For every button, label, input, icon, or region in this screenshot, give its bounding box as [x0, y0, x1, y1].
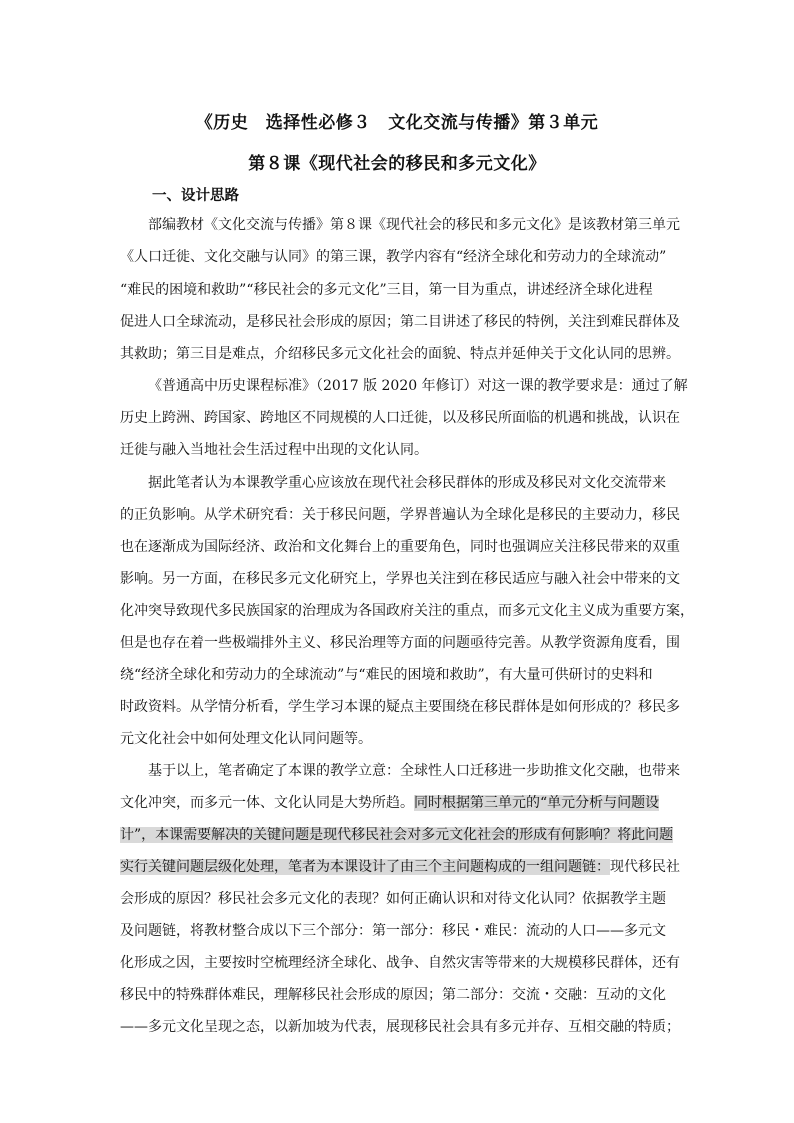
paragraph-line: 影响。另一方面，在移民多元文化研究上，学界也关注到在移民适应与融入社会中带来的文	[120, 571, 680, 587]
paragraph-line: 部编教材《文化交流与传播》第８课《现代社会的移民和多元文化》是该教材第三单元	[148, 217, 680, 233]
paragraph-line: 会形成的原因？移民社会多元文化的表现？如何正确认识和对待文化认同？依据教学主题	[120, 891, 666, 907]
paragraph-line: 时政资料。从学情分析看，学生学习本课的疑点主要围绕在移民群体是如何形成的？移民多	[120, 699, 680, 715]
paragraph-text: 文化冲突，而多元一体、文化认同是大势所趋。	[120, 795, 414, 811]
paragraph-line: 也在逐渐成为国际经济、政治和文化舞台上的重要角色，同时也强调应关注移民带来的双重	[120, 539, 680, 555]
paragraph-text: 现代移民社	[610, 859, 680, 875]
paragraph-line: 其救助；第三目是难点，介绍移民多元文化社会的面貌、特点并延伸关于文化认同的思辨。	[120, 346, 680, 362]
paragraph-line	[120, 794, 659, 812]
paragraph-line: 元文化社会中如何处理文化认同问题等。	[120, 731, 372, 747]
paragraph-line: 《人口迁徙、文化交融与认同》的第三课，教学内容有“经济全球化和劳动力的全球流动”	[120, 249, 667, 265]
highlighted-text: 同时根据第三单元的“单元分析与问题设	[414, 795, 660, 811]
paragraph-line: 及问题链，将教材整合成以下三个部分：第一部分：移民・难民：流动的人口——多元文	[120, 923, 666, 939]
document-title: 《历史 选择性必修３ 文化交流与传播》第３单元	[195, 113, 599, 133]
lesson-title: 第８课《现代社会的移民和多元文化》	[248, 154, 546, 174]
paragraph-line: 基于以上，笔者确定了本课的教学立意：全球性人口迁移进一步助推文化交融，也带来	[148, 763, 680, 779]
highlighted-text: 计”，本课需要解决的关键问题是现代移民社会对多元文化社会的形成有何影响？将此问题	[120, 827, 674, 843]
paragraph-line: 绕“经济全球化和劳动力的全球流动”与“难民的困境和救助”，有大量可供研讨的史料和	[120, 667, 653, 683]
paragraph-line	[120, 826, 673, 844]
paragraph-line: 《普通高中历史课程标准》（2017 版 2020 年修订）对这一课的教学要求是：通过了解	[148, 378, 688, 394]
paragraph-line: 但是也存在着一些极端排外主义、移民治理等方面的问题亟待完善。从教学资源角度看，围	[120, 635, 680, 651]
paragraph-line: 历史上跨洲、跨国家、跨地区不同规模的人口迁徙，以及移民所面临的机遇和挑战，认识在	[120, 410, 680, 426]
paragraph-line: 化形成之因，主要按时空梳理经济全球化、战争、自然灾害等带来的大规模移民群体，还有	[120, 955, 680, 971]
paragraph-line	[120, 858, 680, 876]
paragraph-line: 促进人口全球流动，是移民社会形成的原因；第二目讲述了移民的特例，关注到难民群体及	[120, 314, 680, 330]
highlighted-text: 实行关键问题层级化处理，笔者为本课设计了由三个主问题构成的一组问题链：	[120, 859, 610, 875]
paragraph-line: 移民中的特殊群体难民，理解移民社会形成的原因；第二部分：交流・交融：互动的文化	[120, 987, 666, 1003]
paragraph-line: 化冲突导致现代多民族国家的治理成为各国政府关注的重点，而多元文化主义成为重要方案，	[120, 603, 694, 619]
paragraph-line: 的正负影响。从学术研究看：关于移民问题，学界普遍认为全球化是移民的主要动力，移民	[120, 507, 680, 523]
paragraph-line: 据此笔者认为本课教学重心应该放在现代社会移民群体的形成及移民对文化交流带来	[148, 475, 666, 491]
paragraph-line: “难民的困境和救助”“移民社会的多元文化”三目，第一目为重点，讲述经济全球化进程	[120, 282, 653, 298]
paragraph-line: ——多元文化呈现之态，以新加坡为代表，展现移民社会具有多元并存、互相交融的特质；	[120, 1019, 680, 1035]
section-heading: 一、设计思路	[152, 187, 239, 204]
paragraph-line: 迁徙与融入当地社会生活过程中出现的文化认同。	[120, 442, 428, 458]
